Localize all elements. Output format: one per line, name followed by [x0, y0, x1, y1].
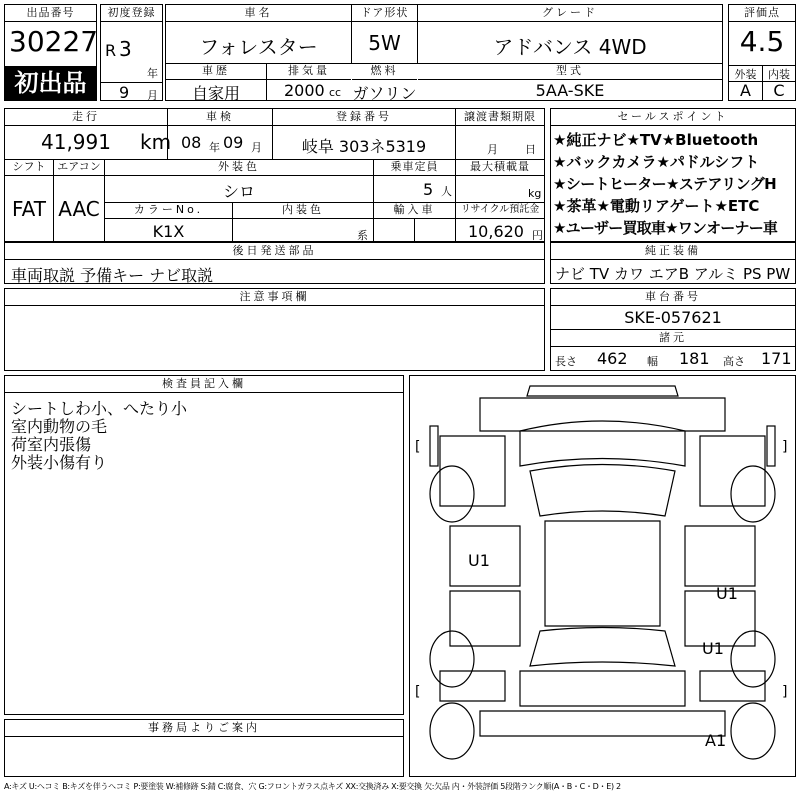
insp-year-unit: 年 [209, 141, 220, 154]
len: 462 [597, 349, 628, 368]
int-grade: C [773, 81, 785, 100]
sales-line: ★ユーザー買取車★ワンオーナー車 [553, 219, 778, 237]
sales-line: ★茶革★電動リアゲート★ETC [553, 197, 760, 215]
wid: 181 [679, 349, 710, 368]
inspector-line: 荷室内張傷 [11, 435, 92, 454]
damage-mark: A1 [705, 731, 727, 750]
model: 5AA-SKE [535, 81, 605, 100]
load-label: 最大積載量 [456, 159, 544, 176]
bracket-left: [ [415, 439, 421, 455]
details-table [4, 108, 545, 242]
ext-grade: A [740, 81, 751, 100]
legend: A:キズ U:ヘコミ B:キズを伴うヘコミ P:要塗装 W:補修跡 S:錆 C:腐食、穴 G:フロントガラス点キズ XX:交換済み X:要交換 欠:欠品 内・外装評価 5段階ランク順(A・B・C・D・E) 2 [4, 782, 621, 791]
equipment-text: ナビ TV カワ エアB アルミ PS PW [555, 265, 791, 283]
office-label: 事務局よりご案内 [5, 720, 403, 737]
grade: アドバンス 4WD [493, 35, 647, 59]
int-color-label: 内装色 [233, 202, 373, 219]
reg-label: 初度登録 [101, 5, 162, 22]
history-label: 車歴 [166, 63, 266, 80]
plate: 岐阜 303ネ5319 [301, 137, 427, 156]
door-type: 5W [368, 31, 401, 55]
first-listing-badge: 初出品 [5, 66, 96, 100]
car-diagram [409, 375, 796, 777]
car-diagram-svg [410, 376, 795, 776]
later-parts-box [4, 242, 545, 284]
lot-number: 30227 [9, 25, 99, 58]
shift-label: シフト [5, 159, 53, 176]
int-color-unit: 系 [357, 229, 368, 242]
hgt-label: 高さ [723, 355, 745, 368]
sales-line: ★シートヒーター★ステアリングH [553, 175, 777, 193]
mileage-unit: km [140, 130, 172, 154]
reg-era: R [105, 41, 117, 60]
ac: AAC [58, 197, 100, 221]
ac-label: エアコン [54, 159, 104, 176]
inspector-line: シートしわ小、へたり小 [11, 399, 188, 418]
import-label: 輸入車 [374, 202, 455, 219]
cc: 2000 [284, 81, 325, 100]
inspector-line: 外装小傷有り [11, 453, 108, 472]
chassis-number: SKE-057621 [624, 308, 722, 327]
chassis-label: 車台番号 [551, 289, 795, 306]
ext-label: 外装 [734, 68, 757, 81]
hgt: 171 [761, 349, 792, 368]
sales-label: セールスポイント [551, 109, 795, 126]
lot-label: 出品番号 [5, 5, 96, 22]
equipment-box [550, 242, 796, 284]
bracket-right: ] [782, 439, 788, 455]
door-label: ドア形状 [352, 5, 417, 22]
vehicle-info-grid [165, 4, 723, 101]
load-unit: kg [528, 187, 542, 200]
history: 自家用 [191, 84, 240, 103]
lot-box [4, 4, 97, 101]
recycle-unit: 円 [532, 229, 543, 242]
score-box [728, 4, 796, 101]
later-parts-text: 車両取説 予備キー ナビ取説 [11, 266, 214, 285]
name-label: 車名 [166, 5, 351, 22]
mileage: 41,991 [41, 130, 111, 154]
bracket-left-rear: [ [415, 684, 421, 700]
ext-color: シロ [222, 182, 255, 201]
mileage-label: 走行 [5, 109, 167, 126]
chassis-box [550, 288, 796, 371]
score-label: 評価点 [729, 5, 795, 22]
inspector-label: 検査員記入欄 [5, 376, 403, 393]
sales-line: ★バックカメラ★パドルシフト [553, 153, 760, 171]
recycle-label: リサイクル預託金 [456, 202, 544, 219]
shift: FAT [11, 197, 46, 221]
recycle: 10,620 [468, 222, 524, 241]
capacity-unit: 人 [441, 185, 452, 198]
damage-mark: U1 [702, 639, 724, 658]
year-unit: 年 [147, 67, 158, 80]
model-label: 型式 [418, 63, 722, 80]
len-label: 長さ [555, 355, 577, 368]
score: 4.5 [739, 25, 785, 58]
later-parts-label: 後日発送部品 [5, 243, 544, 260]
sales-points-box [550, 108, 796, 242]
damage-mark: U1 [468, 551, 490, 570]
sales-line: ★純正ナビ★TV★Bluetooth [553, 131, 759, 149]
plate-label: 登録番号 [273, 109, 455, 126]
grade-label: グレード [418, 5, 722, 22]
inspector-box [4, 375, 404, 715]
registration-box [100, 4, 163, 101]
fuel-label: 燃料 [352, 63, 417, 80]
inspector-line: 室内動物の毛 [11, 417, 108, 436]
insp-month: 09 [223, 133, 244, 152]
transfer-label: 譲渡書類期限 [456, 109, 544, 126]
car-name: フォレスター [199, 35, 318, 59]
reg-month: 9 [119, 83, 130, 102]
capacity: 5 [423, 180, 434, 199]
notes-label: 注意事項欄 [5, 289, 544, 306]
reg-year: 3 [119, 37, 132, 61]
notes-box [4, 288, 545, 371]
equipment-label: 純正装備 [551, 243, 795, 260]
inspection-label: 車検 [168, 109, 272, 126]
bracket-right-rear: ] [782, 684, 788, 700]
fuel: ガソリン [352, 84, 417, 103]
color-no: K1X [152, 222, 185, 241]
cc-unit: cc [329, 86, 342, 99]
office-box [4, 719, 404, 777]
transfer-day: 日 [525, 143, 536, 156]
specs-label: 諸元 [551, 329, 795, 347]
transfer-month: 月 [487, 143, 498, 156]
insp-month-unit: 月 [251, 141, 262, 154]
damage-mark: U1 [716, 584, 738, 603]
wid-label: 幅 [647, 355, 658, 368]
month-unit: 月 [147, 89, 158, 102]
insp-year: 08 [181, 133, 202, 152]
capacity-label: 乗車定員 [374, 159, 455, 176]
color-no-label: カラーNo. [105, 202, 232, 219]
cc-label: 排気量 [267, 63, 351, 80]
ext-color-label: 外装色 [105, 159, 373, 176]
int-label: 内装 [768, 68, 790, 81]
